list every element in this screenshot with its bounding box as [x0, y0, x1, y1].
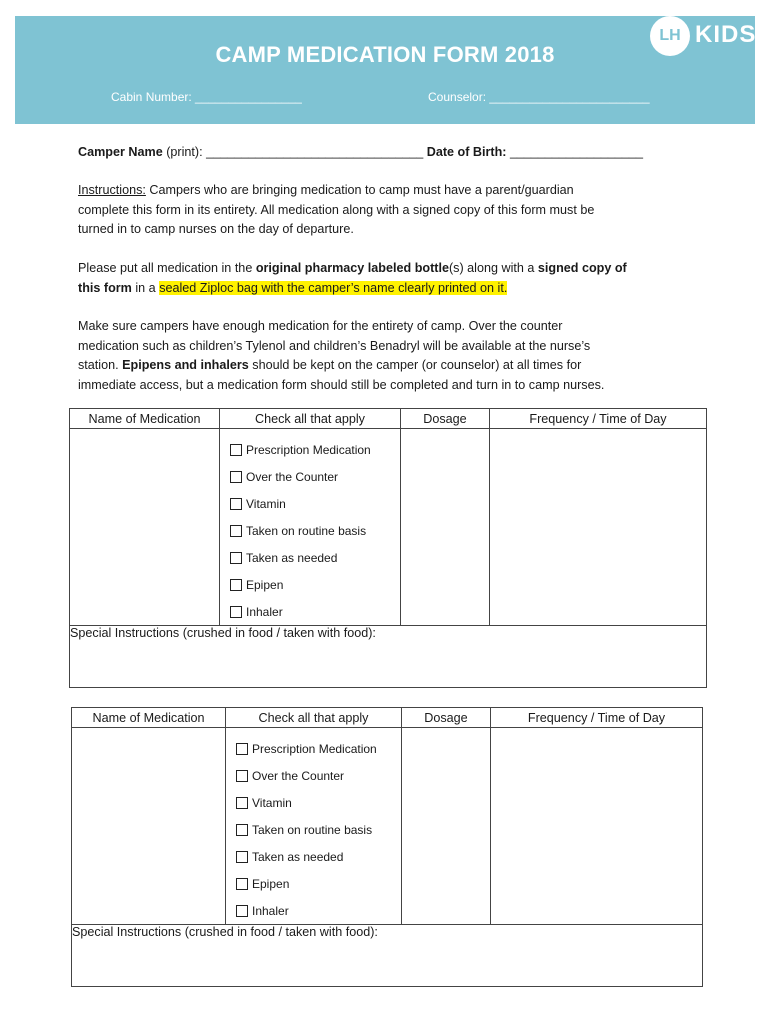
- col-header-check: Check all that apply: [220, 409, 401, 429]
- checkbox-icon[interactable]: [230, 579, 242, 591]
- option-over-the-counter[interactable]: Over the Counter: [226, 762, 401, 789]
- option-prescription[interactable]: Prescription Medication: [220, 436, 400, 463]
- para2-bold-3: this form: [78, 280, 132, 295]
- para3-text-1: station.: [78, 358, 123, 373]
- form-header: [15, 16, 755, 124]
- checkbox-icon[interactable]: [236, 851, 248, 863]
- camper-info-line: [78, 143, 698, 163]
- medication-table-1: [69, 408, 707, 688]
- option-epipen[interactable]: Epipen: [226, 870, 401, 897]
- para3-text-2: should be kept on the camper (or counselor) at all times for: [248, 358, 582, 373]
- option-over-the-counter[interactable]: Over the Counter: [220, 463, 400, 490]
- para2-text-3: in a: [131, 280, 160, 295]
- checkbox-icon[interactable]: [230, 471, 242, 483]
- checkbox-icon[interactable]: [236, 770, 248, 782]
- dob-blank: ___________________: [506, 145, 644, 159]
- logo-circle: LH: [650, 16, 690, 56]
- checkbox-icon[interactable]: [236, 797, 248, 809]
- counselor-field: Counselor: ________________________: [428, 90, 650, 104]
- col-header-check: Check all that apply: [226, 708, 402, 728]
- special-instructions-label: Special Instructions (crushed in food / taken with food):: [70, 626, 376, 640]
- instructions-line-2: complete this form in its entirety. All medication along with a signed copy of this form must be: [78, 202, 595, 217]
- camper-name-label: Camper Name: [78, 145, 163, 159]
- medication-table-2: [71, 707, 703, 987]
- instructions-paragraph: [78, 181, 698, 240]
- supply-paragraph: [78, 317, 698, 395]
- special-instructions-cell[interactable]: [72, 925, 703, 987]
- medication-name-cell[interactable]: [70, 429, 220, 626]
- checkbox-icon[interactable]: [230, 552, 242, 564]
- option-prescription[interactable]: Prescription Medication: [226, 735, 401, 762]
- option-vitamin[interactable]: Vitamin: [220, 490, 400, 517]
- dob-label: Date of Birth:: [426, 145, 507, 159]
- para2-bold-1: original pharmacy labeled bottle: [255, 261, 449, 275]
- special-instructions-cell[interactable]: [70, 626, 707, 688]
- para3-line-4: immediate access, but a medication form should still be completed and turn in to camp nurses.: [78, 377, 605, 392]
- frequency-cell[interactable]: [490, 429, 707, 626]
- check-options-cell: [226, 728, 402, 925]
- checkbox-icon[interactable]: [236, 743, 248, 755]
- col-header-dosage: Dosage: [402, 708, 491, 728]
- option-routine[interactable]: Taken on routine basis: [226, 816, 401, 843]
- para3-line-2: medication such as children’s Tylenol and children’s Benadryl will be available at the nurse’s: [78, 338, 591, 353]
- camper-name-blank: (print): _______________________________: [162, 145, 427, 159]
- dosage-cell[interactable]: [401, 429, 490, 626]
- dosage-cell[interactable]: [402, 728, 491, 925]
- option-vitamin[interactable]: Vitamin: [226, 789, 401, 816]
- option-as-needed[interactable]: Taken as needed: [220, 544, 400, 571]
- packaging-paragraph: [78, 259, 698, 298]
- instructions-label: Instructions:: [78, 183, 146, 197]
- para3-line-1: Make sure campers have enough medication for the entirety of camp. Over the counter: [78, 319, 563, 333]
- logo-text: KIDS: [695, 21, 757, 48]
- highlighted-instruction: sealed Ziploc bag with the camper’s name clearly printed on it.: [159, 280, 508, 295]
- checkbox-icon[interactable]: [230, 498, 242, 510]
- checkbox-icon[interactable]: [230, 444, 242, 456]
- col-header-frequency: Frequency / Time of Day: [491, 708, 703, 728]
- medication-name-cell[interactable]: [72, 728, 226, 925]
- cabin-number-field: Cabin Number: ________________: [111, 90, 302, 104]
- checkbox-icon[interactable]: [230, 525, 242, 537]
- check-options-cell: [220, 429, 401, 626]
- checkbox-icon[interactable]: [236, 878, 248, 890]
- option-inhaler[interactable]: Inhaler: [220, 598, 400, 625]
- col-header-name: Name of Medication: [72, 708, 226, 728]
- option-inhaler[interactable]: Inhaler: [226, 897, 401, 924]
- col-header-frequency: Frequency / Time of Day: [490, 409, 707, 429]
- para2-text-1: Please put all medication in the: [78, 261, 256, 275]
- option-as-needed[interactable]: Taken as needed: [226, 843, 401, 870]
- special-instructions-label: Special Instructions (crushed in food / taken with food):: [72, 925, 378, 939]
- form-title: CAMP MEDICATION FORM 2018: [215, 42, 555, 67]
- col-header-dosage: Dosage: [401, 409, 490, 429]
- checkbox-icon[interactable]: [236, 905, 248, 917]
- para2-text-2: (s) along with a: [448, 261, 538, 275]
- option-routine[interactable]: Taken on routine basis: [220, 517, 400, 544]
- option-epipen[interactable]: Epipen: [220, 571, 400, 598]
- instructions-line-1: Campers who are bringing medication to camp must have a parent/guardian: [145, 183, 574, 197]
- checkbox-icon[interactable]: [230, 606, 242, 618]
- frequency-cell[interactable]: [491, 728, 703, 925]
- para3-bold: Epipens and inhalers: [122, 358, 249, 373]
- para2-bold-2: signed copy of: [537, 261, 627, 275]
- col-header-name: Name of Medication: [70, 409, 220, 429]
- lh-kids-logo: [650, 16, 760, 56]
- checkbox-icon[interactable]: [236, 824, 248, 836]
- instructions-line-3: turned in to camp nurses on the day of departure.: [78, 222, 354, 237]
